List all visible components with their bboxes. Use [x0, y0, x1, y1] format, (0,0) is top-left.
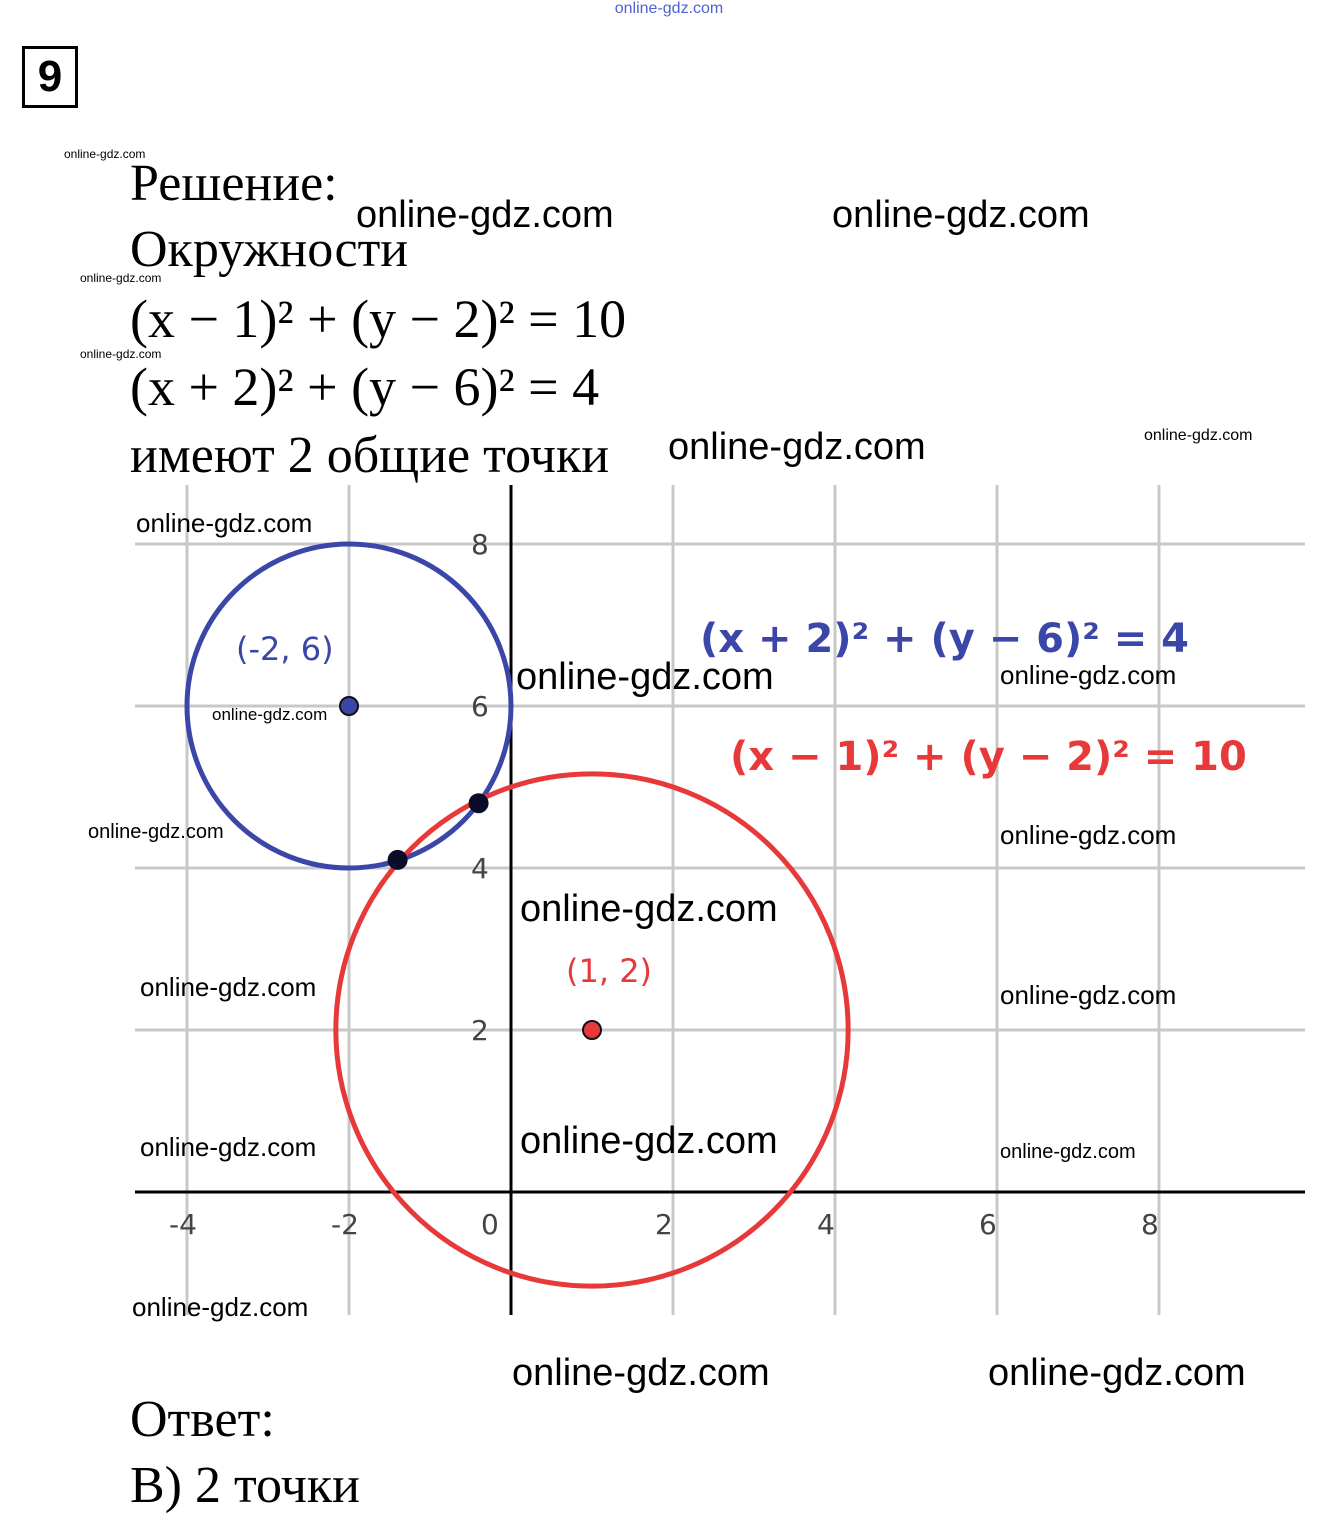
x-tick-label: 2 [655, 1208, 673, 1241]
watermark: online-gdz.com [140, 972, 317, 1002]
answer-heading: Ответ: [130, 1391, 275, 1448]
watermark: online-gdz.com [212, 705, 328, 724]
watermark: online-gdz.com [832, 194, 1090, 236]
circles-label: Окружности [130, 221, 409, 278]
watermark: online-gdz.com [1000, 820, 1177, 850]
y-tick-label: 4 [471, 852, 489, 885]
watermark: online-gdz.com [356, 194, 614, 236]
watermark: online-gdz.com [520, 1120, 778, 1162]
x-tick-label: 4 [817, 1208, 835, 1241]
equation-label: (x − 1)² + (y − 2)² = 10 [730, 734, 1247, 780]
task-number: 9 [22, 46, 78, 108]
equation-1: (x − 1)² + (y − 2)² = 10 [130, 289, 627, 349]
x-tick-label: -4 [169, 1208, 197, 1241]
watermark: online-gdz.com [88, 821, 224, 843]
intersection-point [388, 850, 408, 870]
answer-value: B) 2 точки [130, 1457, 360, 1514]
x-tick-label: 8 [1141, 1208, 1159, 1241]
equation-label: (x + 2)² + (y − 6)² = 4 [700, 616, 1190, 662]
watermark: online-gdz.com [136, 508, 313, 538]
watermark: online-gdz.com [520, 888, 778, 930]
solution-heading: Решение: [130, 155, 338, 212]
watermark: online-gdz.com [512, 1352, 770, 1394]
watermark: online-gdz.com [516, 656, 774, 698]
watermark: online-gdz.com [140, 1132, 317, 1162]
watermark: online-gdz.com [132, 1292, 309, 1322]
watermark: online-gdz.com [988, 1352, 1246, 1394]
watermark: online-gdz.com [668, 426, 926, 468]
x-tick-label: 6 [979, 1208, 997, 1241]
center-label: (1, 2) [566, 952, 653, 990]
watermark: online-gdz.com [64, 147, 146, 161]
conclusion-text: имеют 2 общие точки [130, 427, 610, 484]
center-point [583, 1021, 601, 1039]
equation-2: (x + 2)² + (y − 6)² = 4 [130, 357, 600, 417]
y-tick-label: 2 [471, 1014, 489, 1047]
y-tick-label: 8 [471, 528, 489, 561]
watermark: online-gdz.com [1000, 660, 1177, 690]
y-tick-label: 6 [471, 690, 489, 723]
top-watermark: online-gdz.com [614, 0, 724, 17]
watermark: online-gdz.com [1000, 980, 1177, 1010]
center-label: (-2, 6) [236, 630, 334, 668]
center-point [340, 697, 358, 715]
watermark: online-gdz.com [1000, 1141, 1136, 1163]
watermark: online-gdz.com [80, 271, 162, 285]
x-tick-label: -2 [331, 1208, 359, 1241]
intersection-point [469, 793, 489, 813]
x-tick-label: 0 [481, 1208, 499, 1241]
watermark: online-gdz.com [80, 347, 162, 361]
watermark: online-gdz.com [1144, 427, 1253, 444]
